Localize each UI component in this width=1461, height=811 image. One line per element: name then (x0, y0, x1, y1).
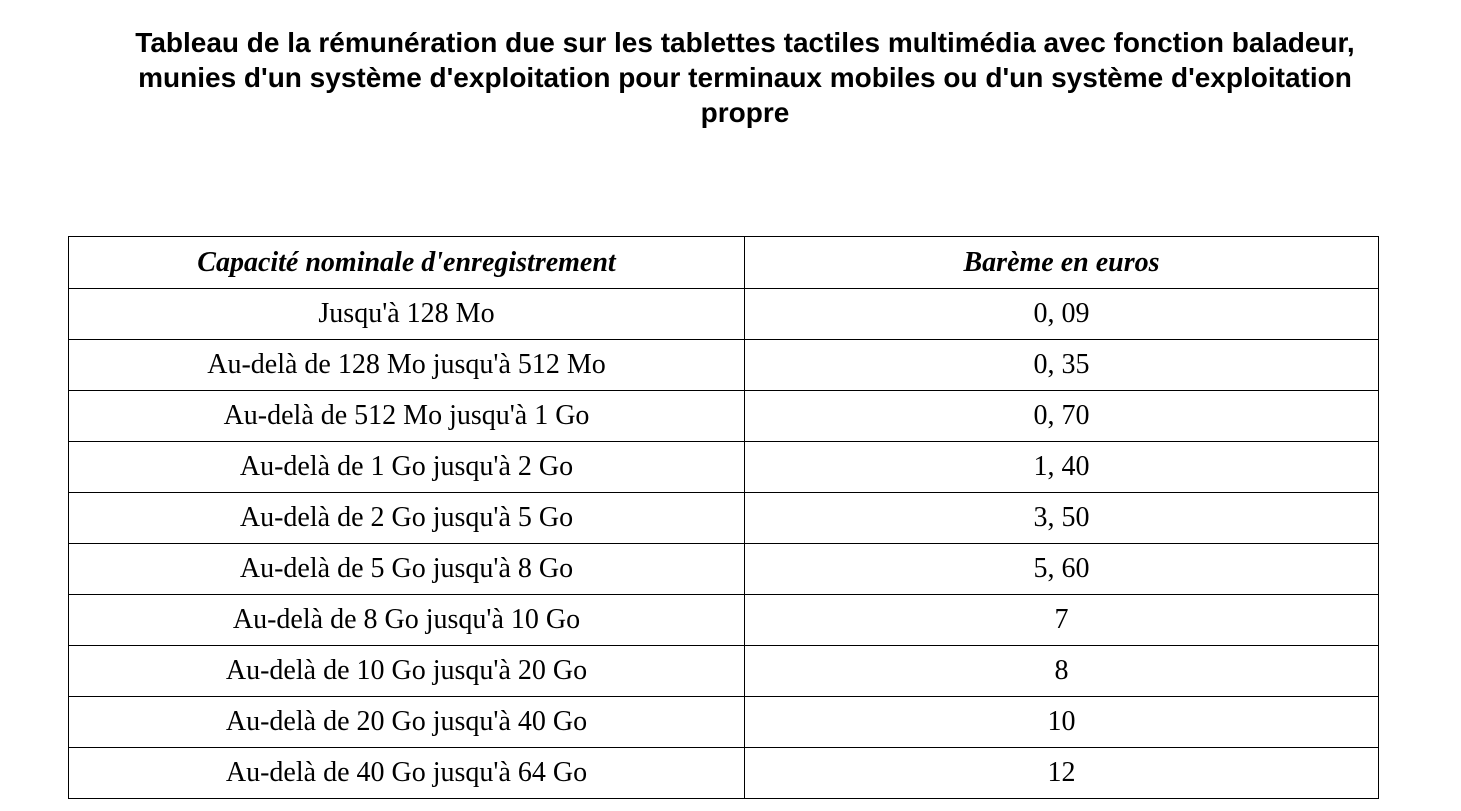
capacity-cell: Au-delà de 10 Go jusqu'à 20 Go (69, 646, 745, 697)
capacity-cell: Au-delà de 20 Go jusqu'à 40 Go (69, 697, 745, 748)
capacity-cell: Au-delà de 40 Go jusqu'à 64 Go (69, 748, 745, 799)
table-row (69, 340, 1379, 391)
capacity-cell: Jusqu'à 128 Mo (69, 289, 745, 340)
table-row (69, 391, 1379, 442)
rate-cell: 12 (745, 748, 1379, 799)
rate-cell: 0, 70 (745, 391, 1379, 442)
capacity-cell: Au-delà de 5 Go jusqu'à 8 Go (69, 544, 745, 595)
rate-cell: 5, 60 (745, 544, 1379, 595)
table-header-row (69, 237, 1379, 289)
rate-cell: 10 (745, 697, 1379, 748)
capacity-cell: Au-delà de 1 Go jusqu'à 2 Go (69, 442, 745, 493)
rate-cell: 1, 40 (745, 442, 1379, 493)
table-row (69, 442, 1379, 493)
table-row (69, 748, 1379, 799)
table-row (69, 646, 1379, 697)
capacity-cell: Au-delà de 512 Mo jusqu'à 1 Go (69, 391, 745, 442)
page-title (60, 25, 1430, 130)
table-row (69, 595, 1379, 646)
table-row (69, 544, 1379, 595)
capacity-cell: Au-delà de 128 Mo jusqu'à 512 Mo (69, 340, 745, 391)
table-row (69, 289, 1379, 340)
capacity-cell: Au-delà de 8 Go jusqu'à 10 Go (69, 595, 745, 646)
table-row (69, 493, 1379, 544)
title-line-3: propre (700, 97, 790, 128)
title-line-2: munies d'un système d'exploitation pour terminaux mobiles ou d'un système d'exploitation (138, 62, 1352, 93)
table-row (69, 697, 1379, 748)
rate-cell: 8 (745, 646, 1379, 697)
remuneration-table (68, 236, 1379, 799)
column-header-rate: Barème en euros (745, 237, 1379, 289)
rate-cell: 0, 09 (745, 289, 1379, 340)
rate-cell: 0, 35 (745, 340, 1379, 391)
column-header-capacity: Capacité nominale d'enregistrement (69, 237, 745, 289)
capacity-cell: Au-delà de 2 Go jusqu'à 5 Go (69, 493, 745, 544)
rate-cell: 7 (745, 595, 1379, 646)
rate-cell: 3, 50 (745, 493, 1379, 544)
title-line-1: Tableau de la rémunération due sur les tablettes tactiles multimédia avec fonction baladeur, (135, 27, 1355, 58)
